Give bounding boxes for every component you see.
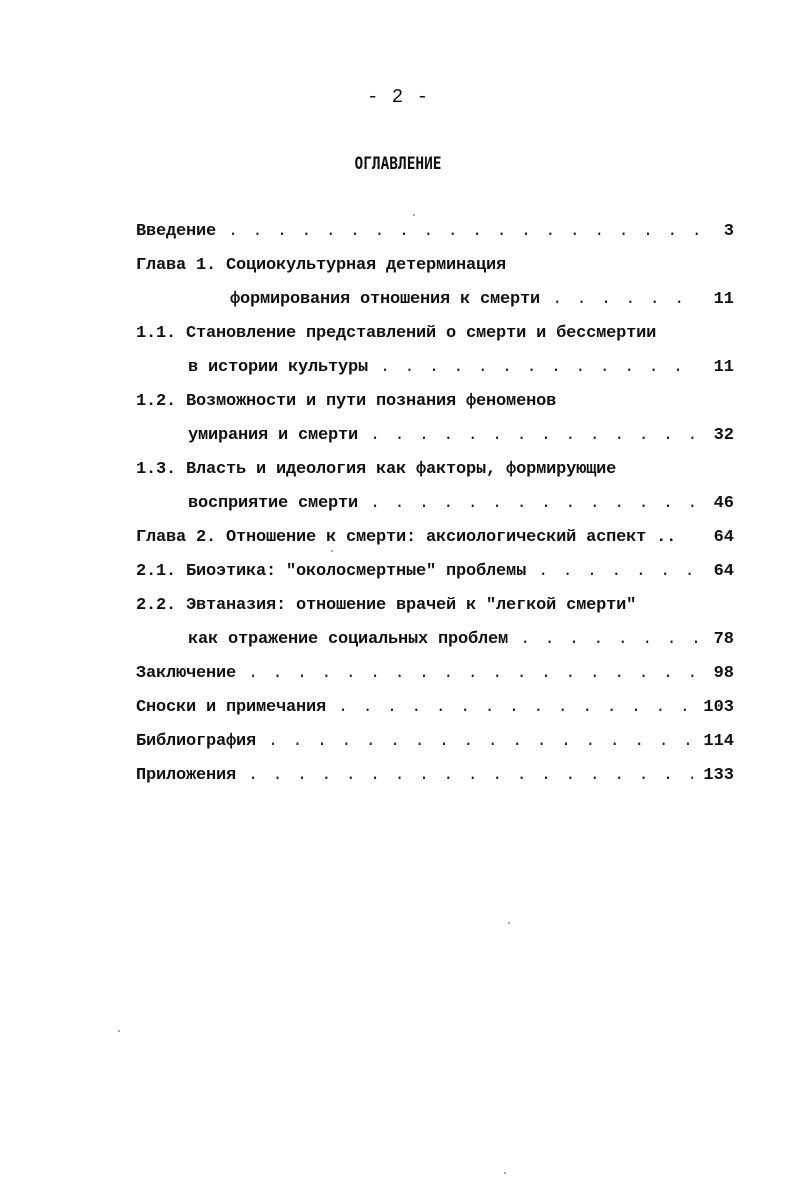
leader-dots bbox=[228, 222, 700, 241]
leader-dots bbox=[268, 732, 693, 751]
toc-page-number: 98 bbox=[713, 664, 734, 683]
toc-entry-text: 2.2. Эвтаназия: отношение врачей к "легкой смерти" bbox=[136, 596, 637, 615]
toc-entry-text: Приложения bbox=[136, 766, 237, 785]
toc-entry-notes bbox=[136, 698, 734, 720]
toc-entry-text: Сноски и примечания bbox=[136, 698, 327, 717]
toc-entry-appendices bbox=[136, 766, 734, 788]
toc-entry-text: Введение bbox=[136, 222, 217, 241]
toc-entry-text: 2.1. Биоэтика: "околосмертные" проблемы bbox=[136, 562, 527, 581]
leader-dots bbox=[552, 290, 700, 309]
toc-entry-text: 1.1. Становление представлений о смерти и бессмертии bbox=[136, 324, 657, 343]
scan-speck bbox=[118, 1030, 120, 1032]
toc-entry-section-1-2-cont bbox=[188, 426, 734, 448]
toc-entry-chapter-2 bbox=[136, 528, 734, 550]
toc-page-number: 133 bbox=[703, 766, 734, 785]
toc-entry-section-2-2 bbox=[136, 596, 734, 618]
toc-entry-text: Библиография bbox=[136, 732, 257, 751]
scan-speck bbox=[331, 550, 333, 552]
leader-dots bbox=[538, 562, 700, 581]
toc-entry-text: как отражение социальных проблем bbox=[188, 630, 509, 649]
toc-page-number: 46 bbox=[713, 494, 734, 513]
toc-entry-section-1-1 bbox=[136, 324, 734, 346]
toc-entry-text: формирования отношения к смерти bbox=[230, 290, 541, 309]
page-number: - 2 - bbox=[366, 86, 429, 108]
toc-entry-conclusion bbox=[136, 664, 734, 686]
toc-entry-text: Глава 1. Социокультурная детерминация bbox=[136, 256, 507, 275]
toc-entry-section-2-2-cont bbox=[188, 630, 734, 652]
toc-entry-text: 1.2. Возможности и пути познания феноменов bbox=[136, 392, 557, 411]
toc-page-number: 32 bbox=[713, 426, 734, 445]
toc-entry-text: в истории культуры bbox=[188, 358, 369, 377]
scan-speck bbox=[413, 214, 415, 216]
leader-dots bbox=[370, 494, 700, 513]
toc-entry-section-2-1 bbox=[136, 562, 734, 584]
toc-entry-text: умирания и смерти bbox=[188, 426, 359, 445]
leader-dots bbox=[248, 664, 700, 683]
leader-dots bbox=[520, 630, 700, 649]
page-title: ОГЛАВЛЕНИЕ bbox=[354, 154, 442, 174]
toc-page-number: 103 bbox=[703, 698, 734, 717]
toc-page-number: 64 bbox=[713, 528, 734, 547]
toc-page-number: 114 bbox=[703, 732, 734, 751]
toc-entry-bibliography bbox=[136, 732, 734, 754]
leader-dots bbox=[370, 426, 700, 445]
toc-entry-introduction bbox=[136, 222, 734, 244]
toc-entry-chapter-1 bbox=[136, 256, 734, 278]
leader-dots bbox=[248, 766, 693, 785]
toc-page-number: 3 bbox=[723, 222, 734, 241]
toc-entry-text: Заключение bbox=[136, 664, 237, 683]
toc-entry-text: 1.3. Власть и идеология как факторы, формирующие bbox=[136, 460, 617, 479]
scan-speck bbox=[504, 1172, 506, 1174]
scan-speck bbox=[508, 922, 510, 924]
toc-entry-text: Глава 2. Отношение к смерти: аксиологический аспект .. bbox=[136, 528, 677, 547]
toc-page-number: 11 bbox=[713, 290, 734, 309]
toc-entry-section-1-3-cont bbox=[188, 494, 734, 516]
toc-page-number: 11 bbox=[713, 358, 734, 377]
leader-dots bbox=[338, 698, 693, 717]
toc-page-number: 78 bbox=[713, 630, 734, 649]
leader-dots bbox=[380, 358, 700, 377]
toc-entry-section-1-2 bbox=[136, 392, 734, 414]
toc-page-number: 64 bbox=[713, 562, 734, 581]
toc-entry-text: восприятие смерти bbox=[188, 494, 359, 513]
toc-entry-section-1-3 bbox=[136, 460, 734, 482]
toc-entry-chapter-1-cont bbox=[230, 290, 734, 312]
toc-entry-section-1-1-cont bbox=[188, 358, 734, 380]
